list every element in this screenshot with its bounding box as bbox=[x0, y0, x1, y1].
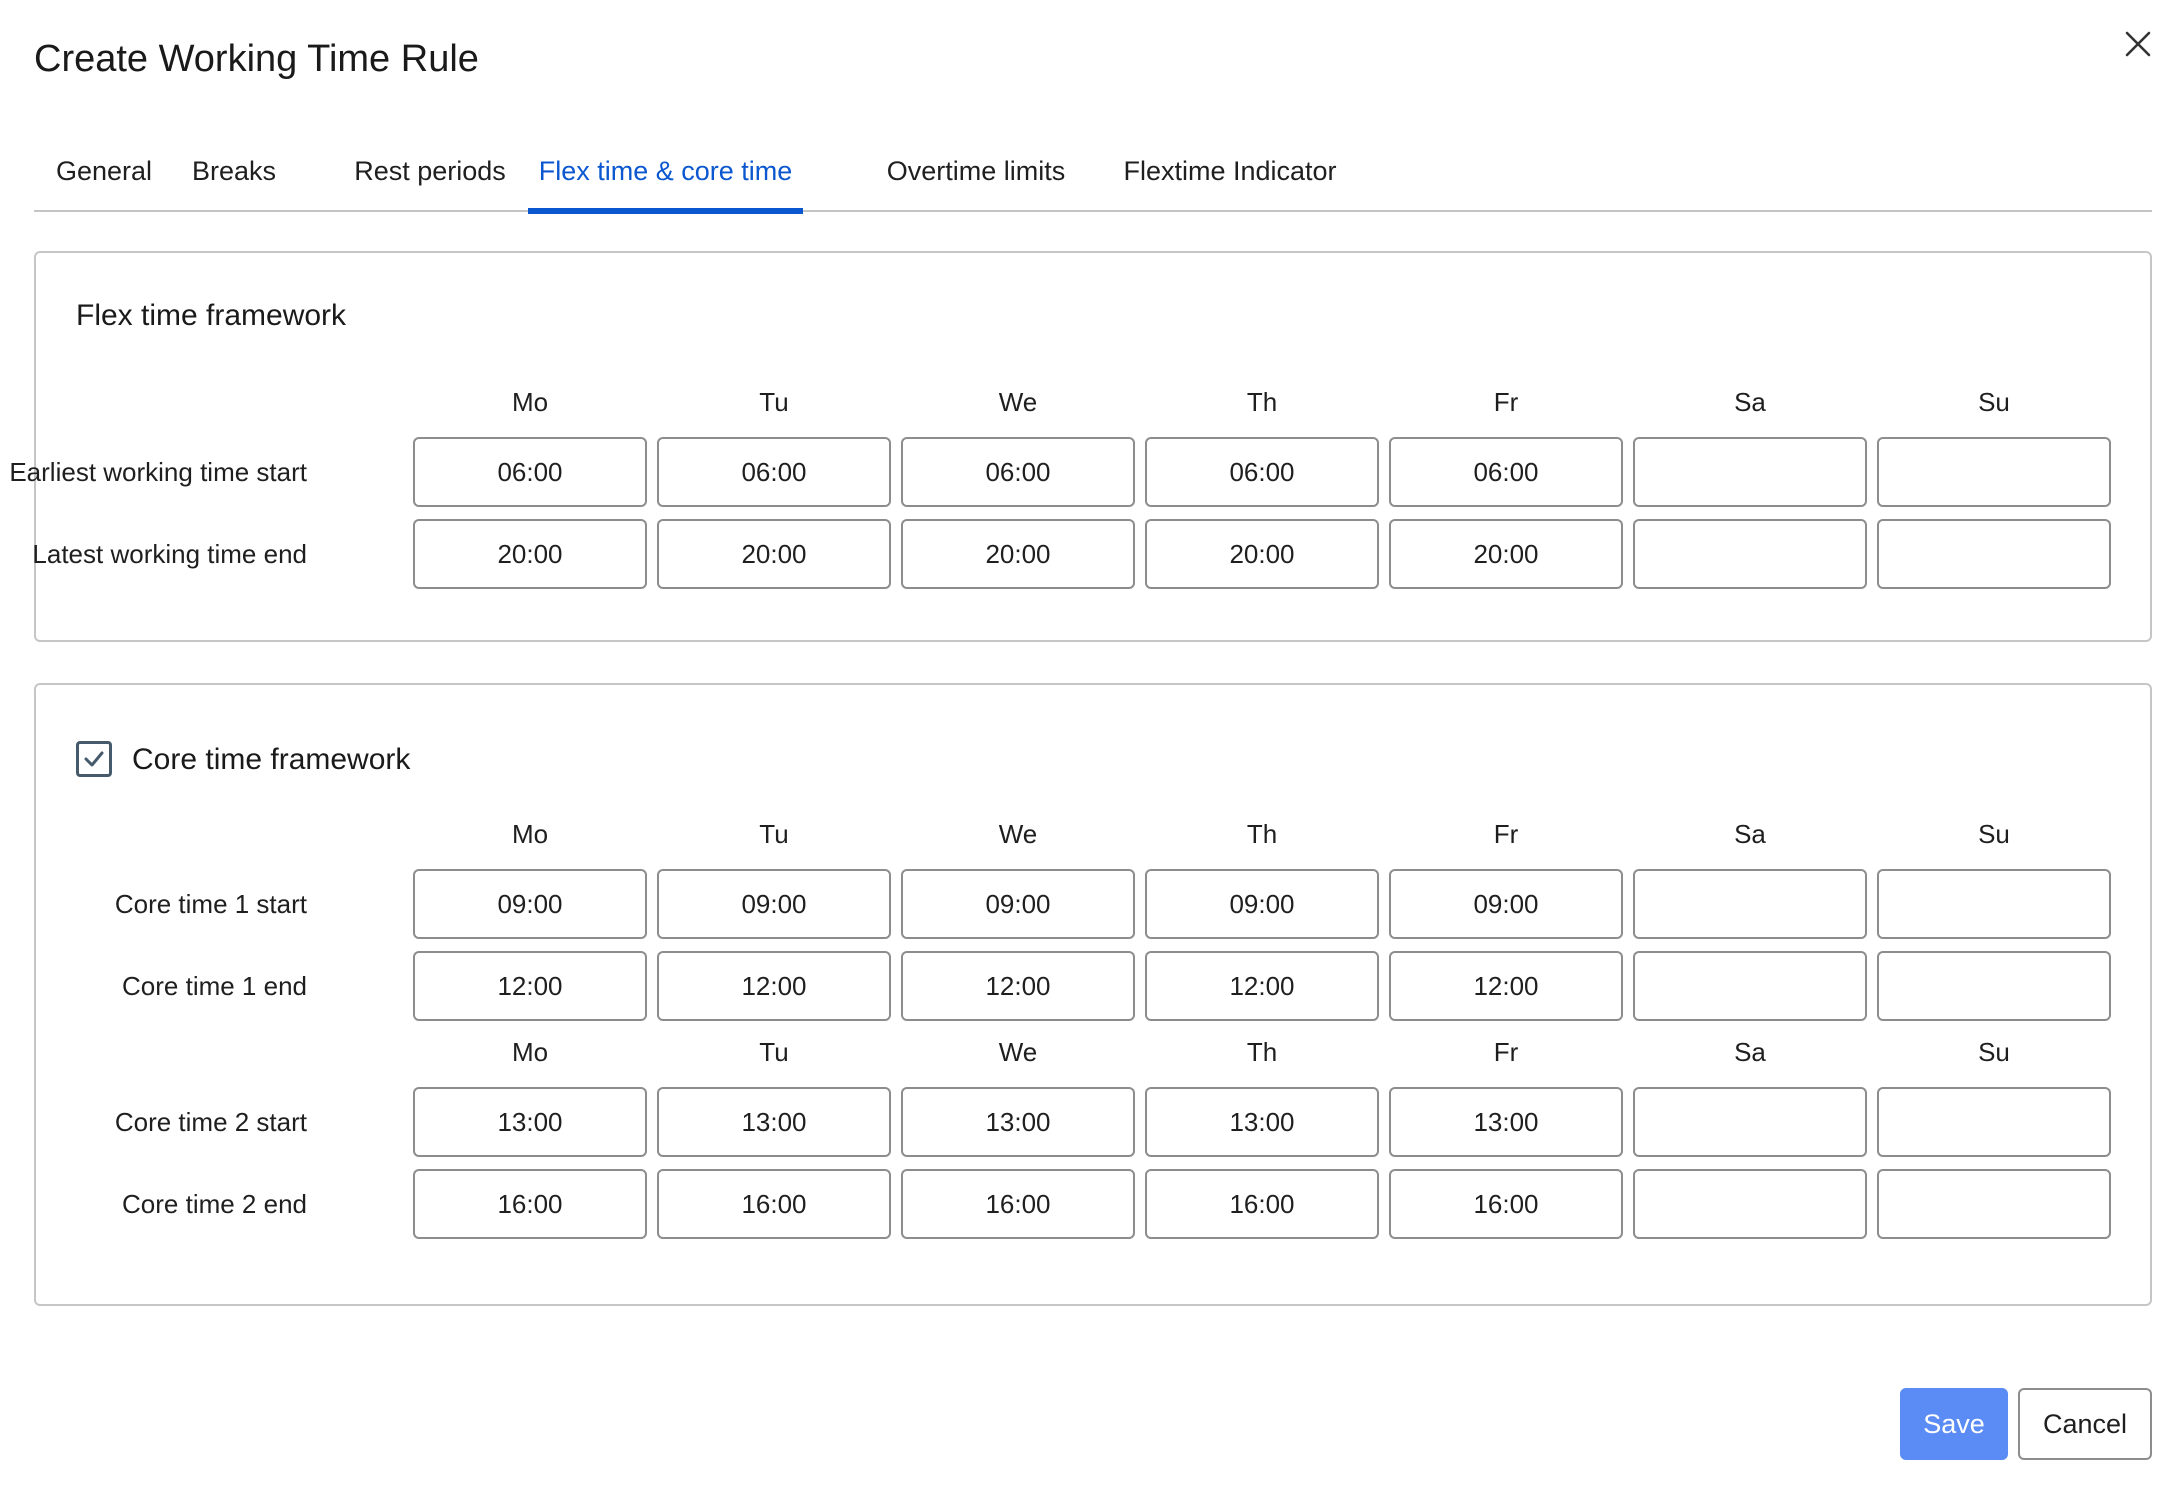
day-header-we: We bbox=[998, 819, 1038, 849]
time-input-we[interactable] bbox=[901, 1087, 1135, 1157]
close-button[interactable] bbox=[2118, 24, 2158, 64]
day-header-mo: Mo bbox=[511, 387, 549, 417]
time-input-fr[interactable] bbox=[1389, 1087, 1623, 1157]
time-input-fr[interactable] bbox=[1389, 869, 1623, 939]
time-input-tu[interactable] bbox=[657, 519, 891, 589]
time-input-th[interactable] bbox=[1145, 1087, 1379, 1157]
time-input-we[interactable] bbox=[901, 869, 1135, 939]
time-input-sa[interactable] bbox=[1633, 1169, 1867, 1239]
day-header-fr: Fr bbox=[1493, 1037, 1519, 1067]
time-input-sa[interactable] bbox=[1633, 1087, 1867, 1157]
day-header-we: We bbox=[998, 1037, 1038, 1067]
day-header-mo: Mo bbox=[511, 819, 549, 849]
day-header-tu: Tu bbox=[759, 387, 789, 417]
time-input-sa[interactable] bbox=[1633, 869, 1867, 939]
day-header-tu: Tu bbox=[759, 819, 789, 849]
core-time-framework-heading: Core time framework bbox=[132, 743, 411, 776]
tab-general[interactable]: General bbox=[55, 156, 153, 186]
row-label: Earliest working time start bbox=[9, 457, 307, 487]
time-input-th[interactable] bbox=[1145, 519, 1379, 589]
tab-flextime-indicator[interactable]: Flextime Indicator bbox=[1123, 156, 1337, 186]
time-input-sa[interactable] bbox=[1633, 519, 1867, 589]
core-time-checkbox[interactable] bbox=[76, 741, 112, 777]
time-input-tu[interactable] bbox=[657, 1169, 891, 1239]
row-label: Core time 2 start bbox=[114, 1107, 307, 1137]
day-header-su: Su bbox=[1978, 387, 2010, 417]
time-input-sa[interactable] bbox=[1633, 437, 1867, 507]
day-header-we: We bbox=[998, 387, 1038, 417]
day-header-tu: Tu bbox=[759, 1037, 789, 1067]
time-input-we[interactable] bbox=[901, 519, 1135, 589]
time-input-su[interactable] bbox=[1877, 1169, 2111, 1239]
day-header-mo: Mo bbox=[511, 1037, 549, 1067]
tab-flex-time-core-time[interactable]: Flex time & core time bbox=[528, 145, 803, 212]
time-input-sa[interactable] bbox=[1633, 951, 1867, 1021]
time-input-mo[interactable] bbox=[413, 951, 647, 1021]
checkmark-icon bbox=[83, 748, 105, 770]
day-header-su: Su bbox=[1978, 1037, 2010, 1067]
tab-bar bbox=[34, 145, 2152, 212]
time-input-th[interactable] bbox=[1145, 437, 1379, 507]
save-button[interactable]: Save bbox=[1900, 1388, 2008, 1460]
time-input-tu[interactable] bbox=[657, 951, 891, 1021]
day-header-fr: Fr bbox=[1493, 387, 1519, 417]
row-label: Core time 1 start bbox=[114, 889, 307, 919]
time-input-fr[interactable] bbox=[1389, 951, 1623, 1021]
day-header-su: Su bbox=[1978, 819, 2010, 849]
time-input-fr[interactable] bbox=[1389, 1169, 1623, 1239]
tab-overtime-limits[interactable]: Overtime limits bbox=[886, 156, 1066, 186]
time-input-tu[interactable] bbox=[657, 869, 891, 939]
time-input-mo[interactable] bbox=[413, 869, 647, 939]
tab-rest-periods[interactable]: Rest periods bbox=[354, 156, 506, 186]
time-input-fr[interactable] bbox=[1389, 519, 1623, 589]
time-input-mo[interactable] bbox=[413, 437, 647, 507]
day-header-sa: Sa bbox=[1734, 387, 1766, 417]
time-input-mo[interactable] bbox=[413, 519, 647, 589]
day-header-fr: Fr bbox=[1493, 819, 1519, 849]
core-time-framework-panel bbox=[34, 683, 2152, 1306]
time-input-su[interactable] bbox=[1877, 519, 2111, 589]
row-label: Core time 2 end bbox=[122, 1189, 307, 1219]
cancel-button[interactable]: Cancel bbox=[2018, 1388, 2152, 1460]
time-input-tu[interactable] bbox=[657, 1087, 891, 1157]
time-input-th[interactable] bbox=[1145, 1169, 1379, 1239]
time-input-mo[interactable] bbox=[413, 1169, 647, 1239]
time-input-we[interactable] bbox=[901, 951, 1135, 1021]
time-input-su[interactable] bbox=[1877, 1087, 2111, 1157]
time-input-su[interactable] bbox=[1877, 951, 2111, 1021]
time-input-we[interactable] bbox=[901, 437, 1135, 507]
time-input-mo[interactable] bbox=[413, 1087, 647, 1157]
close-icon bbox=[2118, 24, 2158, 64]
time-input-th[interactable] bbox=[1145, 869, 1379, 939]
day-header-th: Th bbox=[1246, 1037, 1278, 1067]
day-header-sa: Sa bbox=[1734, 1037, 1766, 1067]
dialog-title: Create Working Time Rule bbox=[34, 38, 479, 80]
time-input-su[interactable] bbox=[1877, 437, 2111, 507]
time-input-fr[interactable] bbox=[1389, 437, 1623, 507]
flex-time-framework-panel bbox=[9, 251, 2152, 642]
time-input-tu[interactable] bbox=[657, 437, 891, 507]
day-header-th: Th bbox=[1246, 387, 1278, 417]
row-label: Latest working time end bbox=[32, 539, 307, 569]
time-input-th[interactable] bbox=[1145, 951, 1379, 1021]
day-header-sa: Sa bbox=[1734, 819, 1766, 849]
flex-time-framework-heading: Flex time framework bbox=[76, 299, 347, 332]
row-label: Core time 1 end bbox=[122, 971, 307, 1001]
day-header-th: Th bbox=[1246, 819, 1278, 849]
tab-breaks[interactable]: Breaks bbox=[191, 156, 277, 186]
time-input-su[interactable] bbox=[1877, 869, 2111, 939]
time-input-we[interactable] bbox=[901, 1169, 1135, 1239]
